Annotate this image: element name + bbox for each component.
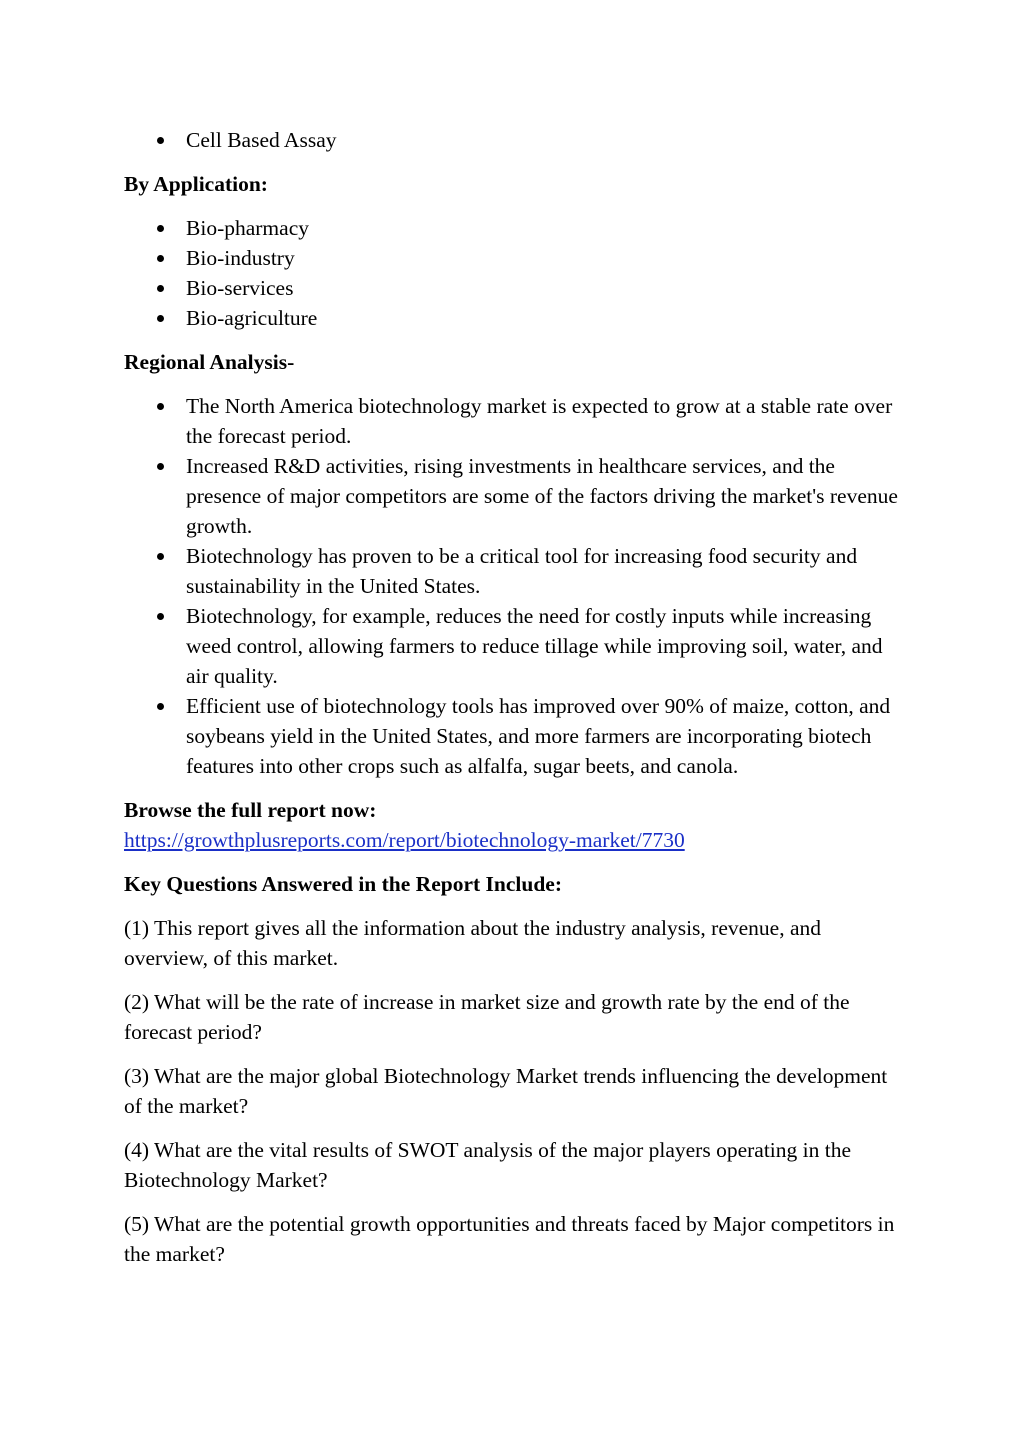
list-item (124, 125, 904, 155)
bullet-icon (157, 613, 164, 620)
questions-heading: Key Questions Answered in the Report Include: (124, 872, 562, 896)
bullet-icon (157, 403, 164, 410)
list-item-text: Efficient use of biotechnology tools has improved over 90% of maize, cotton, and soybeans yield in the United States, and more farmers are incorporating biotech features into other crops such as alfalfa, sugar beets, and canola. (186, 694, 891, 778)
bullet-icon (157, 255, 164, 262)
list-item-text: The North America biotechnology market is expected to grow at a stable rate over the forecast period. (186, 394, 893, 448)
application-list (124, 213, 904, 333)
bullet-icon (157, 703, 164, 710)
list-item (124, 303, 904, 333)
bullet-icon (157, 137, 164, 144)
bullet-icon (157, 285, 164, 292)
segment-list (124, 125, 904, 155)
list-item (124, 601, 904, 691)
list-item-text: Bio-agriculture (186, 306, 318, 330)
list-item-text: Bio-services (186, 276, 294, 300)
regional-heading: Regional Analysis- (124, 350, 295, 374)
list-item (124, 391, 904, 451)
list-item-text: Bio-pharmacy (186, 216, 309, 240)
question-item: (3) What are the major global Biotechnology Market trends influencing the development of the market? (124, 1064, 888, 1118)
list-item-text: Biotechnology has proven to be a critical tool for increasing food security and sustainability in the United States. (186, 544, 858, 598)
browse-heading: Browse the full report now: (124, 798, 377, 822)
report-link[interactable]: https://growthplusreports.com/report/biotechnology-market/7730 (124, 828, 685, 852)
document-page (124, 125, 904, 1269)
question-item: (4) What are the vital results of SWOT analysis of the major players operating in the Biotechnology Market? (124, 1138, 852, 1192)
list-item (124, 273, 904, 303)
application-heading: By Application: (124, 172, 268, 196)
question-item: (2) What will be the rate of increase in market size and growth rate by the end of the forecast period? (124, 990, 850, 1044)
bullet-icon (157, 463, 164, 470)
question-item: (1) This report gives all the information about the industry analysis, revenue, and overview, of this market. (124, 916, 821, 970)
bullet-icon (157, 225, 164, 232)
list-item (124, 451, 904, 541)
bullet-icon (157, 315, 164, 322)
list-item-text: Cell Based Assay (186, 128, 337, 152)
list-item-text: Bio-industry (186, 246, 295, 270)
regional-list (124, 391, 904, 781)
question-item: (5) What are the potential growth opportunities and threats faced by Major competitors in the market? (124, 1212, 895, 1266)
list-item-text: Biotechnology, for example, reduces the need for costly inputs while increasing weed control, allowing farmers to reduce tillage while improving soil, water, and air quality. (186, 604, 883, 688)
bullet-icon (157, 553, 164, 560)
list-item (124, 243, 904, 273)
list-item (124, 213, 904, 243)
list-item (124, 691, 904, 781)
list-item-text: Increased R&D activities, rising investments in healthcare services, and the presence of major competitors are some of the factors driving the market's revenue growth. (186, 454, 898, 538)
list-item (124, 541, 904, 601)
